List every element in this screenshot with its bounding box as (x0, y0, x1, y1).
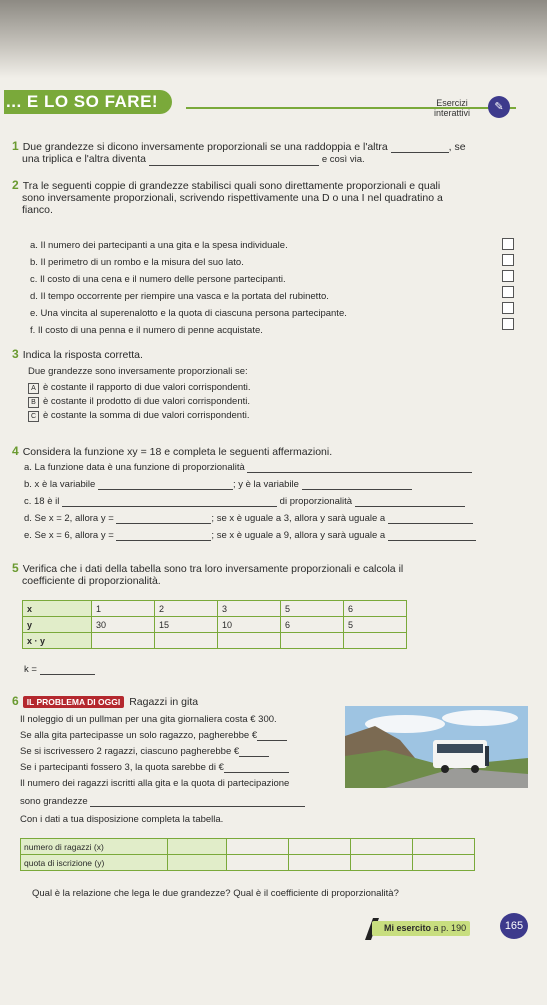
ex6-line: Il noleggio di un pullman per una gita giornaliera costa € 300. (20, 714, 277, 725)
ex3-intro: Due grandezze sono inversamente proporzionali se: (28, 366, 248, 377)
interactive-exercises-icon[interactable]: ✎ (488, 96, 510, 118)
ex2-item: e. Una vincita al superenalotto e la quota di ciascuna persona partecipante. (30, 308, 347, 319)
page-number: 165 (500, 913, 528, 939)
table-input-cell[interactable] (413, 855, 475, 871)
exercise-number: 1 (12, 139, 19, 153)
table-input-cell[interactable] (289, 855, 351, 871)
blank[interactable] (391, 143, 449, 153)
table-header-cell: numero di ragazzi (x) (21, 839, 168, 855)
blank[interactable] (355, 497, 465, 507)
table-cell: 6 (281, 617, 344, 633)
table-cell: 6 (344, 601, 407, 617)
table-cell: 1 (92, 601, 155, 617)
section-title: ... E LO SO FARE! (4, 90, 172, 114)
ex4-c: c. 18 è il di proporzionalità (24, 496, 465, 507)
blank[interactable] (388, 531, 476, 541)
ex2-item: c. Il costo di una cena e il numero delle persone partecipanti. (30, 274, 286, 285)
table-input-cell[interactable] (155, 633, 218, 649)
table-header-cell: quota di iscrizione (y) (21, 855, 168, 871)
ex2-item: f. Il costo di una penna e il numero di penne acquistate. (30, 325, 263, 336)
table-input-cell[interactable] (351, 839, 413, 855)
blank[interactable] (40, 665, 95, 675)
exercise-6: 6 IL PROBLEMA DI OGGI Ragazzi in gita (12, 694, 199, 708)
table-input-cell[interactable] (344, 633, 407, 649)
table-input-cell[interactable] (168, 839, 227, 855)
bus-photo (345, 706, 528, 788)
blank[interactable] (388, 514, 473, 524)
ex6-line: Se si iscrivessero 2 ragazzi, ciascuno pagherebbe € (20, 746, 269, 757)
blank[interactable] (116, 531, 211, 541)
table-header-cell: x (23, 601, 92, 617)
table-input-cell[interactable] (351, 855, 413, 871)
blank[interactable] (90, 797, 305, 807)
problem-badge: IL PROBLEMA DI OGGI (23, 696, 125, 708)
answer-checkbox[interactable] (502, 286, 514, 298)
table-cell: 30 (92, 617, 155, 633)
answer-checkbox[interactable] (502, 302, 514, 314)
ex2-item: b. Il perimetro di un rombo e la misura del suo lato. (30, 257, 244, 268)
table-input-cell[interactable] (168, 855, 227, 871)
ex6-line: Il numero dei ragazzi iscritti alla gita e la quota di partecipazione (20, 778, 290, 789)
ex6-line: Se i partecipanti fossero 3, la quota sarebbe di € (20, 762, 289, 773)
table-input-cell[interactable] (281, 633, 344, 649)
ex4-e: e. Se x = 6, allora y = ; se x è uguale a 9, allora y sarà uguale a (24, 530, 476, 541)
answer-checkbox[interactable] (502, 238, 514, 250)
table-row (23, 633, 407, 649)
exercise-3: 3 Indica la risposta corretta. (12, 347, 143, 361)
table-input-cell[interactable] (218, 633, 281, 649)
section-header (0, 84, 547, 120)
ex2-item: d. Il tempo occorrente per riempire una vasca e la portata del rubinetto. (30, 291, 329, 302)
table-input-cell[interactable] (227, 839, 289, 855)
exercise-2: 2 Tra le seguenti coppie di grandezze stabilisci quali sono direttamente proporzionali e quali sono inversamente proporzionali, scrivendo rispettivamente una D o una I nel quadratino a fianco. (12, 178, 443, 216)
mi-esercito-link[interactable]: Mi esercito a p. 190 (372, 921, 470, 936)
table-row (23, 601, 407, 617)
table-row (21, 839, 475, 855)
interactive-exercises-label[interactable]: Esercizi interattivi (434, 98, 471, 118)
ex3-option-a[interactable]: A è costante il rapporto di due valori corrispondenti. (28, 382, 251, 394)
table-header-cell: x · y (23, 633, 92, 649)
table-cell: 15 (155, 617, 218, 633)
blank[interactable] (116, 514, 211, 524)
ex3-option-c[interactable]: C è costante la somma di due valori corrispondenti. (28, 410, 249, 422)
answer-checkbox[interactable] (502, 270, 514, 282)
answer-checkbox[interactable] (502, 318, 514, 330)
table-input-cell[interactable] (227, 855, 289, 871)
table-input-cell[interactable] (289, 839, 351, 855)
table-cell: 3 (218, 601, 281, 617)
table-row (21, 855, 475, 871)
page-top-shadow (0, 0, 547, 78)
exercise-4: 4 Considera la funzione xy = 18 e completa le seguenti affermazioni. (12, 444, 333, 458)
blank[interactable] (302, 480, 412, 490)
table-input-cell[interactable] (413, 839, 475, 855)
table-header-cell: y (23, 617, 92, 633)
table-cell: 5 (344, 617, 407, 633)
blank[interactable] (62, 497, 277, 507)
ex3-option-b[interactable]: B è costante il prodotto di due valori corrispondenti. (28, 396, 250, 408)
exercise-5: 5 Verifica che i dati della tabella sono tra loro inversamente proporzionali e calcola il coefficiente di proporzionalità. (12, 561, 404, 587)
blank[interactable] (98, 480, 233, 490)
ex5-table (22, 600, 407, 649)
exercise-1: 1 Due grandezze si dicono inversamente proporzionali se una raddoppia e l'altra , se una triplica e l'altra diventa e così via. (12, 139, 466, 165)
ex4-b: b. x è la variabile ; y è la variabile (24, 479, 412, 490)
table-cell: 10 (218, 617, 281, 633)
blank[interactable] (224, 763, 289, 773)
ex2-item: a. Il numero dei partecipanti a una gita e la spesa individuale. (30, 240, 288, 251)
ex6-line: sono grandezze (20, 796, 305, 807)
answer-checkbox[interactable] (502, 254, 514, 266)
blank[interactable] (149, 156, 319, 166)
ex6-question: Qual è la relazione che lega le due grandezze? Qual è il coefficiente di proporzionalità? (32, 888, 399, 899)
ex4-a: a. La funzione data è una funzione di proporzionalità (24, 462, 472, 473)
table-cell: 5 (281, 601, 344, 617)
ex6-line: Con i dati a tua disposizione completa la tabella. (20, 814, 224, 825)
blank[interactable] (239, 747, 269, 757)
ex4-d: d. Se x = 2, allora y = ; se x è uguale a 3, allora y sarà uguale a (24, 513, 473, 524)
ex6-line: Se alla gita partecipasse un solo ragazzo, pagherebbe € (20, 730, 287, 741)
ex5-k: k = (24, 664, 95, 675)
blank[interactable] (257, 731, 287, 741)
blank[interactable] (247, 463, 472, 473)
ex6-table (20, 838, 475, 871)
table-cell: 2 (155, 601, 218, 617)
table-row (23, 617, 407, 633)
table-input-cell[interactable] (92, 633, 155, 649)
